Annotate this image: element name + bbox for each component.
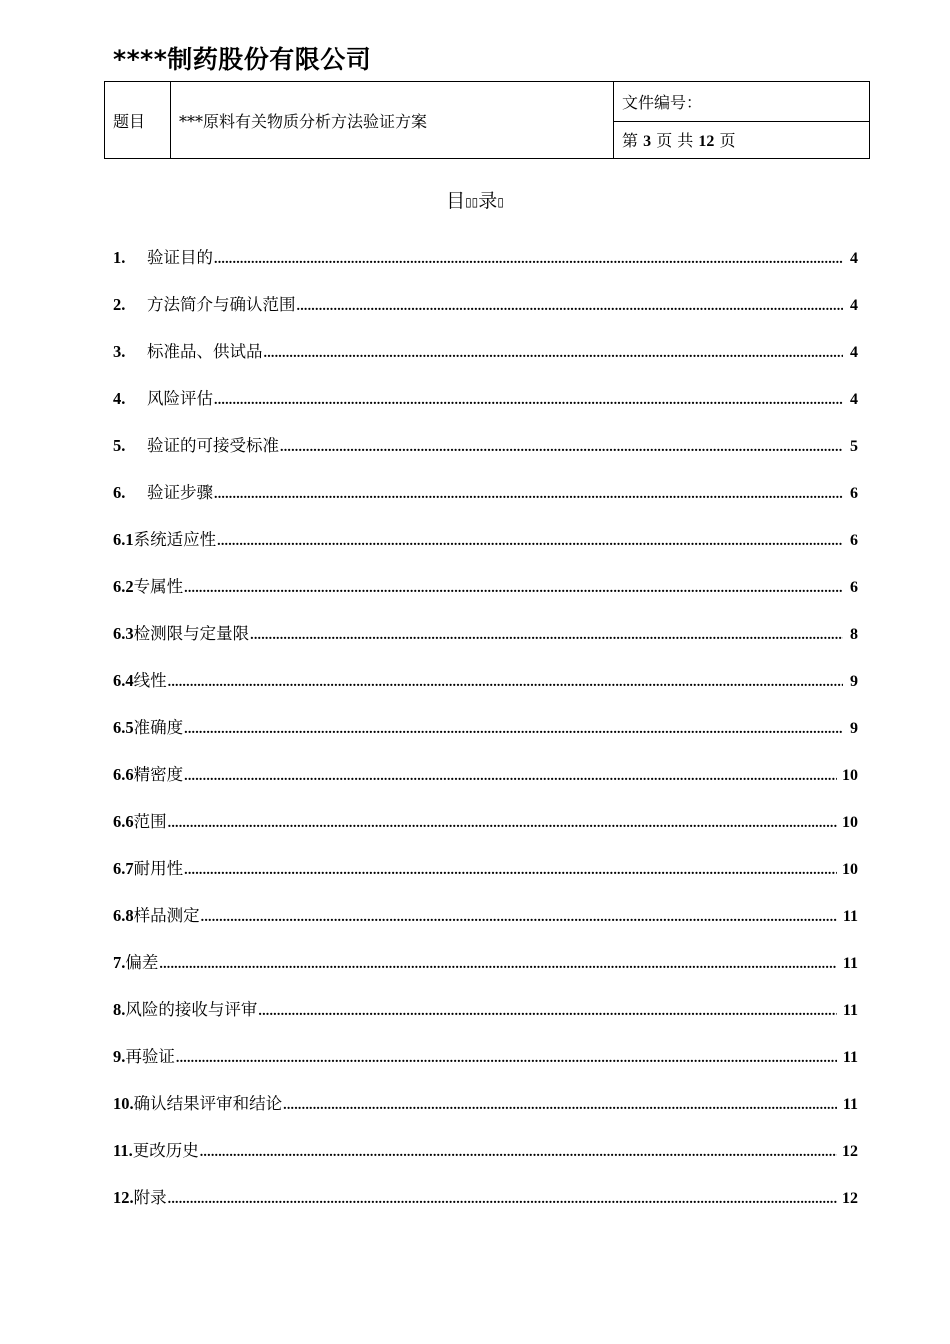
toc-entry[interactable] (113, 522, 858, 569)
toc-dot-leader (283, 1088, 837, 1124)
toc-dot-leader (217, 524, 843, 560)
toc-entry[interactable] (113, 992, 858, 1039)
toc-dot-leader (168, 806, 837, 842)
toc-dot-leader (184, 759, 837, 795)
toc-entry[interactable] (113, 381, 858, 428)
toc-entry-label: 风险评估 (147, 389, 213, 408)
toc-entry-number: 6. (113, 483, 126, 502)
toc-dot-leader (159, 947, 837, 983)
page-info (614, 121, 870, 159)
toc-entry-number: 6.4 (113, 671, 134, 690)
toc-dot-leader (168, 665, 843, 701)
toc-entry-page: 6 (850, 485, 858, 502)
toc-entry-number: 6.6 (113, 812, 134, 831)
page-total: 12 (698, 133, 715, 151)
toc-entry-label: 验证步骤 (147, 483, 213, 502)
toc-entry-number: 5. (113, 436, 126, 455)
toc-entry[interactable] (113, 240, 858, 287)
toc-entry-page: 11 (842, 1002, 858, 1019)
toc-entry-label: 准确度 (133, 718, 184, 737)
toc-entry-label: 偏差 (125, 953, 159, 972)
toc-entry-label: 专属性 (133, 577, 184, 596)
toc-entry[interactable] (113, 334, 858, 381)
toc-entry-label: 更改历史 (132, 1141, 199, 1160)
toc-entry-label: 确认结果评审和结论 (133, 1094, 283, 1113)
toc-entry-label: 再验证 (125, 1047, 175, 1066)
toc-entry-number: 2. (113, 295, 126, 314)
toc-entry-page: 10 (842, 814, 858, 831)
toc-dot-leader (214, 477, 843, 513)
toc-entry-page: 5 (850, 438, 858, 455)
toc-entry[interactable] (113, 663, 858, 710)
toc-entry-number: 9. (113, 1047, 126, 1066)
toc-dot-leader (200, 1135, 837, 1171)
toc-entry-page: 4 (850, 391, 858, 408)
placeholder-glyph-icon: ▯ (497, 195, 504, 209)
page-current: 3 (643, 133, 652, 151)
toc-entry-page: 9 (850, 720, 858, 737)
toc-entry[interactable] (113, 475, 858, 522)
toc-entry-page: 6 (850, 579, 858, 596)
toc-entry-page: 10 (842, 861, 858, 878)
toc-entry[interactable] (113, 1086, 858, 1133)
toc-dot-leader (176, 1041, 837, 1077)
toc-dot-leader (214, 242, 843, 278)
toc-dot-leader (184, 853, 837, 889)
toc-entry-number: 12. (113, 1188, 134, 1207)
toc-entry[interactable] (113, 428, 858, 475)
toc-entry-page: 9 (850, 673, 858, 690)
toc-entry[interactable] (113, 1180, 858, 1227)
toc-entry-number: 10. (113, 1094, 134, 1113)
toc-entry-label: 检测限与定量限 (133, 624, 250, 643)
toc-dot-leader (250, 618, 843, 654)
placeholder-glyph-icon: ▯▯ (465, 195, 479, 209)
toc-dot-leader (184, 712, 843, 748)
toc-entry[interactable] (113, 804, 858, 851)
document-number-label: 文件编号： (614, 82, 870, 122)
toc-entry-label: 方法简介与确认范围 (147, 295, 296, 314)
toc-entry-page: 4 (850, 250, 858, 267)
toc-entry[interactable] (113, 287, 858, 334)
toc-entry-page: 8 (850, 626, 858, 643)
toc-entry[interactable] (113, 851, 858, 898)
toc-entry-number: 6.5 (113, 718, 134, 737)
toc-entry[interactable] (113, 898, 858, 945)
toc-entry-number: 6.3 (113, 624, 134, 643)
toc-entry-page: 12 (842, 1190, 858, 1207)
toc-entry-label: 系统适应性 (133, 530, 217, 549)
toc-entry-label: 耐用性 (133, 859, 184, 878)
toc-dot-leader (184, 571, 843, 607)
toc-entry[interactable] (113, 616, 858, 663)
toc-entry-number: 6.2 (113, 577, 134, 596)
toc-entry-label: 线性 (133, 671, 167, 690)
toc-entry-number: 6.7 (113, 859, 134, 878)
toc-dot-leader (168, 1182, 837, 1218)
subject-label: 题目 (105, 82, 171, 159)
toc-entry-label: 精密度 (133, 765, 184, 784)
toc-entry-page: 11 (842, 955, 858, 972)
subject-title: ***原料有关物质分析方法验证方案 (171, 82, 614, 159)
toc-entry-number: 1. (113, 248, 126, 267)
toc-title-char-2: 录 (478, 190, 498, 212)
toc-entry-label: 验证的可接受标准 (147, 436, 279, 455)
toc-entry-number: 6.6 (113, 765, 134, 784)
toc-entry-label: 附录 (133, 1188, 167, 1207)
toc-entry[interactable] (113, 569, 858, 616)
toc-entry-label: 风险的接收与评审 (125, 1000, 258, 1019)
toc-entry-page: 10 (842, 767, 858, 784)
toc-entry-page: 11 (842, 908, 858, 925)
toc-entry-label: 范围 (133, 812, 167, 831)
toc-entry-number: 6.1 (113, 530, 134, 549)
toc-entry-page: 6 (850, 532, 858, 549)
toc-entry[interactable] (113, 757, 858, 804)
toc-entry-number: 6.8 (113, 906, 134, 925)
toc-entry-page: 11 (842, 1049, 858, 1066)
toc-entry-number: 7. (113, 953, 126, 972)
toc-dot-leader (214, 383, 843, 419)
toc-dot-leader (280, 430, 843, 466)
toc-entry-label: 标准品、供试品 (147, 342, 263, 361)
toc-entry-number: 8. (113, 1000, 126, 1019)
toc-entry[interactable] (113, 945, 858, 992)
company-name: ****制药股份有限公司 (113, 45, 372, 74)
toc-entry-page: 4 (850, 297, 858, 314)
page-prefix: 第 (622, 131, 639, 151)
toc-entry-number: 4. (113, 389, 126, 408)
toc-entry-number: 11. (113, 1141, 133, 1160)
toc-dot-leader (264, 336, 844, 372)
document-header-table (104, 81, 870, 159)
toc-entry-label: 验证目的 (147, 248, 213, 267)
toc-entry-page: 12 (842, 1143, 858, 1160)
toc-entry[interactable] (113, 1133, 858, 1180)
toc-entry-page: 11 (842, 1096, 858, 1113)
toc-entry-number: 3. (113, 342, 126, 361)
toc-dot-leader (297, 289, 844, 325)
toc-title-char-1: 目 (446, 190, 466, 212)
toc-dot-leader (201, 900, 837, 936)
toc-entry[interactable] (113, 710, 858, 757)
page-mid: 页 共 (656, 131, 694, 151)
toc-entry-label: 样品测定 (133, 906, 200, 925)
toc-dot-leader (258, 994, 837, 1030)
page-suffix: 页 (719, 131, 736, 151)
toc-title (0, 186, 950, 213)
toc-entry-page: 4 (850, 344, 858, 361)
table-of-contents (113, 240, 858, 1227)
toc-entry[interactable] (113, 1039, 858, 1086)
